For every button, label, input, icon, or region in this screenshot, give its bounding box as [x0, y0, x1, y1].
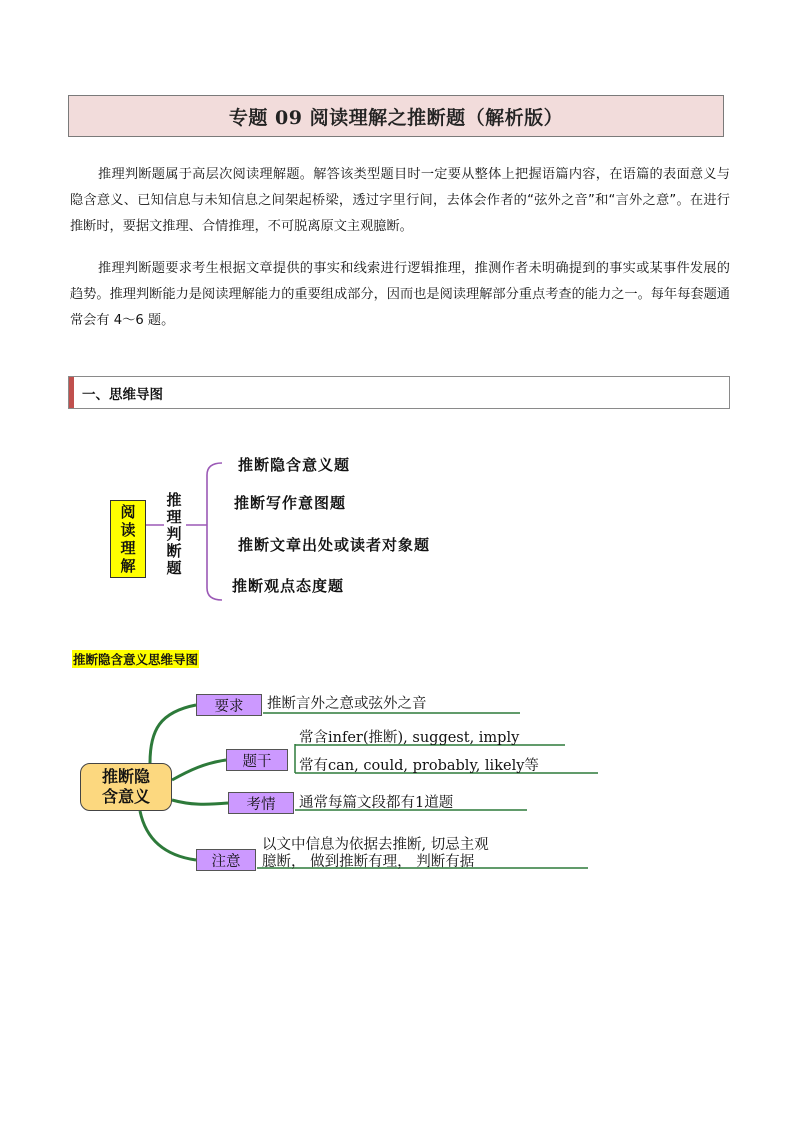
mm2-leaf-requirement: 推断言外之意或弦外之音	[267, 696, 427, 712]
page-title: 专题 09 阅读理解之推断题（解析版）	[228, 106, 564, 129]
section-heading-text: 一、思维导图	[82, 386, 163, 403]
mm1-middle-char: 推	[166, 491, 182, 509]
page-title-box	[68, 95, 724, 137]
mm2-leaf-attention-1: 以文中信息为依据去推断, 切忌主观	[262, 837, 489, 853]
mm1-branch-source-audience: 推断文章出处或读者对象题	[238, 536, 431, 554]
mm2-tag-question-stem: 题干	[226, 749, 288, 771]
mm1-root-char: 解	[120, 557, 136, 575]
mm1-root-char: 读	[120, 521, 136, 539]
mm2-leaf-stem-2: 常有can, could, probably, likely等	[299, 758, 539, 774]
mm2-curve-tigan	[172, 760, 226, 780]
mm1-bracket	[207, 463, 222, 600]
section-heading-mindmap	[68, 376, 730, 409]
mm2-curve-kaoqing	[172, 800, 228, 804]
intro-paragraph-1: 推理判断题属于高层次阅读理解题。解答该类型题目时一定要从整体上把握语篇内容，在语篇的表面意义与隐含意义、已知信息与未知信息之间架起桥梁，透过字里行间，去体会作者的“弦外之音”和“言外之意”。在进行推断时，要据文推理、合情推理，不可脱离原文主观臆断。	[70, 167, 730, 234]
mm1-branch-writing-purpose: 推断写作意图题	[234, 494, 347, 512]
mm1-middle-char: 判	[166, 525, 182, 543]
mm1-middle-char: 断	[166, 542, 182, 560]
section-accent-bar	[69, 377, 74, 408]
mm2-leaf-stem-1: 常含infer(推断), suggest, imply	[299, 730, 520, 746]
mm2-center-node	[80, 763, 172, 811]
mm1-root-reading	[110, 500, 146, 578]
mm1-middle-char: 理	[166, 508, 182, 526]
mm1-middle-char: 题	[166, 559, 182, 577]
mm2-tag-exam-situation: 考情	[228, 792, 294, 814]
mm1-root-char: 理	[120, 539, 136, 557]
mm1-branch-implied-meaning: 推断隐含意义题	[238, 456, 351, 474]
mm2-curve-zhuyi	[140, 811, 196, 860]
mm2-leaf-exam-situation: 通常每篇文段都有1道题	[299, 795, 454, 811]
mm2-center-line: 含意义	[101, 787, 150, 806]
mm2-center-line: 推断隐	[101, 767, 150, 786]
mm1-branch-attitude: 推断观点态度题	[232, 577, 345, 595]
mm2-tag-attention: 注意	[196, 849, 256, 871]
mindmap2-subtitle: 推断隐含意义思维导图	[73, 652, 199, 667]
mm2-leaf-attention-2: 臆断， 做到推断有理， 判断有据	[262, 854, 475, 870]
mm2-tag-requirement: 要求	[196, 694, 262, 716]
mm1-root-char: 阅	[120, 503, 136, 521]
mm1-middle-inference	[164, 492, 184, 577]
intro-paragraph-2: 推理判断题要求考生根据文章提供的事实和线索进行逻辑推理，推测作者未明确提到的事实或某事件发展的趋势。推理判断能力是阅读理解能力的重要组成部分，因而也是阅读理解部分重点考查的能力之一。每年每套题通常会有 4～6 题。	[70, 261, 730, 328]
mm2-curve-yaoqiu	[150, 705, 196, 763]
